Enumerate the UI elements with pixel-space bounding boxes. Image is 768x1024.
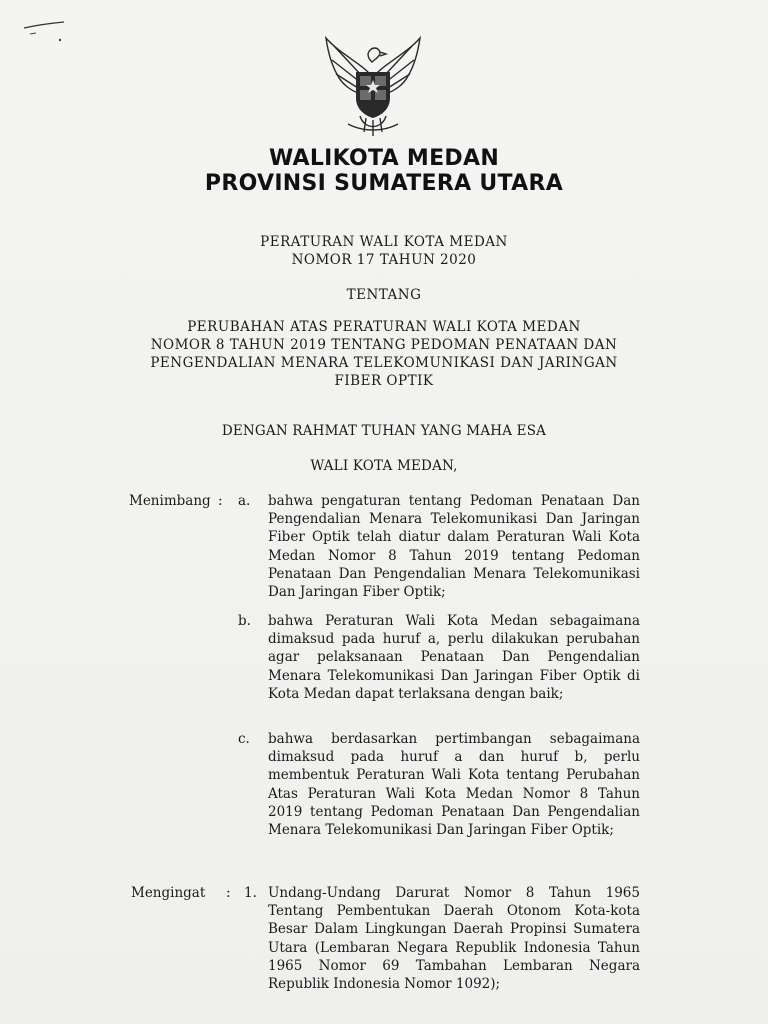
menimbang-item-b: bahwa Peraturan Wali Kota Medan sebagaimana dimaksud pada huruf a, perlu dilakukan perubahan agar pelaksanaan Penataan Dan Pengendalian Menara Telekomunikasi Dan Jaringan Fiber Optik di Kota Medan dapat terlaksana dengan baik; (268, 613, 640, 702)
mengingat-colon: : (226, 885, 231, 901)
regulation-number: NOMOR 17 TAHUN 2020 (291, 252, 477, 268)
subject-line: FIBER OPTIK (334, 373, 434, 389)
item-marker: b. (238, 613, 251, 629)
about-label: TENTANG (346, 287, 422, 303)
header-title: WALIKOTA MEDAN (268, 146, 500, 171)
garuda-emblem-icon (318, 32, 428, 142)
item-marker: 1. (244, 885, 257, 901)
mengingat-item-1: Undang-Undang Darurat Nomor 8 Tahun 1965 Tentang Pembentukan Daerah Otonom Kota-kota Besar Dalam Lingkungan Daerah Propinsi Sumatera Utara (Lembaran Negara Republik Indonesia Tahun 1965 Nomor 69 Tambahan Lembaran Negara Republik Indonesia Nomor 1092); (268, 885, 640, 993)
pen-mark (22, 18, 72, 48)
menimbang-item-a: bahwa pengaturan tentang Pedoman Penataan Dan Pengendalian Menara Telekomunikasi Dan Jaringan Fiber Optik telah diatur dalam Peraturan Wali Kota Medan Nomor 8 Tahun 2019 tentang Pedoman Penataan Dan Pengendalian Menara Telekomunikasi Dan Jaringan Fiber Optik; (268, 493, 640, 601)
item-marker: a. (238, 493, 251, 509)
invocation: DENGAN RAHMAT TUHAN YANG MAHA ESA (221, 423, 547, 439)
authority: WALI KOTA MEDAN, (310, 458, 458, 474)
menimbang-item-c: bahwa berdasarkan pertimbangan sebagaimana dimaksud pada huruf a dan huruf b, perlu membentuk Peraturan Wali Kota tentang Perubahan Atas Peraturan Wali Kota Medan Nomor 8 Tahun 2019 tentang Pedoman Penataan Dan Pengendalian Menara Telekomunikasi Dan Jaringan Fiber Optik; (268, 731, 640, 839)
regulation-name: PERATURAN WALI KOTA MEDAN (260, 234, 508, 250)
menimbang-label: Menimbang (129, 493, 211, 509)
subject-line: NOMOR 8 TAHUN 2019 TENTANG PEDOMAN PENATAAN DAN (150, 337, 618, 353)
subject-line: PERUBAHAN ATAS PERATURAN WALI KOTA MEDAN (187, 319, 581, 335)
item-marker: c. (238, 731, 250, 747)
subject-line: PENGENDALIAN MENARA TELEKOMUNIKASI DAN JARINGAN (150, 355, 618, 371)
menimbang-colon: : (218, 493, 223, 509)
mengingat-label: Mengingat (131, 885, 206, 901)
header-subtitle: PROVINSI SUMATERA UTARA (204, 171, 564, 196)
